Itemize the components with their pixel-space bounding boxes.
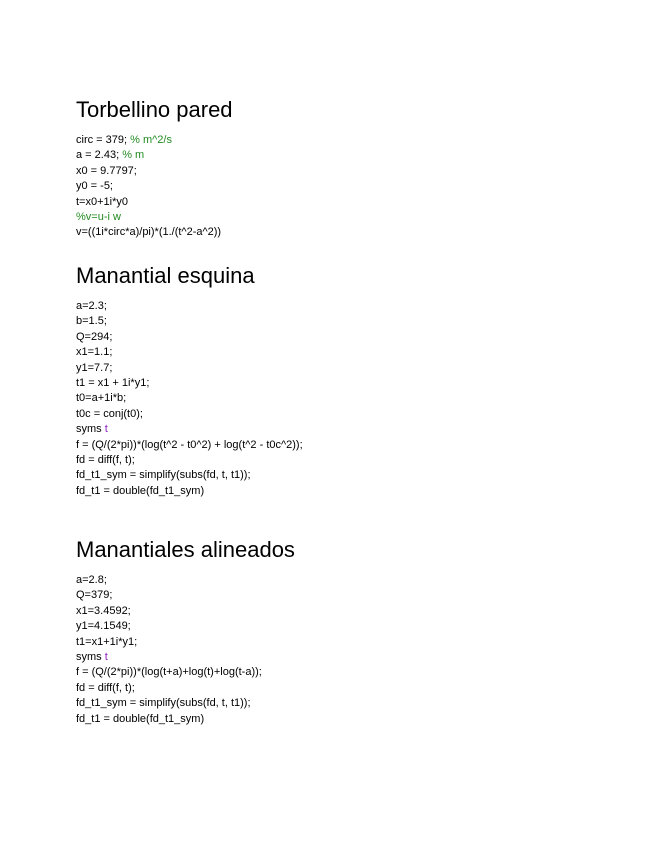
code-line	[76, 588, 295, 603]
code-block	[76, 299, 303, 499]
code-line	[76, 438, 303, 453]
code-block	[76, 133, 233, 241]
code-line	[76, 225, 233, 240]
code-comment: %v=u-i w	[76, 210, 121, 223]
code-text: y1=7.7;	[76, 361, 113, 374]
code-line	[76, 573, 295, 588]
section-heading: Manantial esquina	[76, 263, 255, 288]
code-text: fd_t1_sym = simplify(subs(fd, t, t1));	[76, 697, 251, 710]
code-keyword: t	[104, 650, 108, 663]
code-line	[76, 376, 303, 391]
code-line	[76, 361, 303, 376]
code-text: a=2.3;	[76, 300, 107, 312]
code-text: t0=a+1i*b;	[76, 392, 127, 405]
code-line	[76, 468, 303, 483]
code-text: syms	[76, 650, 105, 663]
code-text: fd = diff(f, t);	[76, 453, 135, 466]
code-text: x1=3.4592;	[76, 604, 131, 617]
code-line	[76, 345, 303, 360]
code-text: a=2.8;	[76, 574, 107, 586]
code-line	[76, 299, 303, 314]
code-text: f = (Q/(2*pi))*(log(t^2 - t0^2) + log(t^2 - t0c^2));	[76, 438, 303, 451]
code-line	[76, 681, 295, 696]
code-text: v=((1i*circ*a)/pi)*(1./(t^2-a^2))	[76, 226, 222, 239]
code-text: t=x0+1i*y0	[76, 195, 128, 208]
code-keyword: t	[104, 423, 108, 436]
code-line	[76, 604, 295, 619]
code-text: fd_t1 = double(fd_t1_sym)	[76, 712, 205, 725]
code-line	[76, 635, 295, 650]
code-line	[76, 148, 233, 163]
code-line	[76, 696, 295, 711]
code-line	[76, 665, 295, 680]
code-text: x1=1.1;	[76, 346, 113, 359]
code-text: fd_t1_sym = simplify(subs(fd, t, t1));	[76, 469, 251, 482]
code-text: y0 = -5;	[76, 180, 113, 193]
code-text: Q=294;	[76, 330, 113, 343]
code-text: t1 = x1 + 1i*y1;	[76, 376, 150, 389]
code-comment: % m	[122, 149, 145, 162]
section-manantial-esquina	[76, 262, 303, 499]
section-manantiales-alineados	[76, 536, 295, 727]
code-comment: % m^2/s	[130, 134, 172, 146]
code-line	[76, 330, 303, 345]
code-text: f = (Q/(2*pi))*(log(t+a)+log(t)+log(t-a));	[76, 666, 262, 679]
code-text: t0c = conj(t0);	[76, 407, 143, 420]
code-text: Q=379;	[76, 589, 113, 602]
code-text: fd = diff(f, t);	[76, 681, 135, 694]
code-text: x0 = 9.7797;	[76, 164, 137, 177]
code-line	[76, 712, 295, 727]
code-line	[76, 195, 233, 210]
code-text: fd_t1 = double(fd_t1_sym)	[76, 484, 205, 497]
code-text: syms	[76, 423, 105, 436]
code-text: circ = 379;	[76, 134, 131, 146]
code-text: y1=4.1549;	[76, 620, 131, 633]
code-line	[76, 164, 233, 179]
code-line	[76, 650, 295, 665]
code-block	[76, 573, 295, 727]
code-line	[76, 453, 303, 468]
section-heading: Manantiales alineados	[76, 537, 295, 562]
section-torbellino-pared	[76, 96, 233, 241]
section-heading: Torbellino pared	[76, 97, 233, 122]
code-text: t1=x1+1i*y1;	[76, 635, 138, 648]
code-line	[76, 133, 233, 148]
code-line	[76, 179, 233, 194]
code-text: b=1.5;	[76, 315, 107, 328]
code-line	[76, 422, 303, 437]
code-line	[76, 619, 295, 634]
code-line	[76, 391, 303, 406]
code-line	[76, 407, 303, 422]
code-line	[76, 314, 303, 329]
code-line	[76, 484, 303, 499]
code-text: a = 2.43;	[76, 149, 123, 162]
code-line	[76, 210, 233, 225]
